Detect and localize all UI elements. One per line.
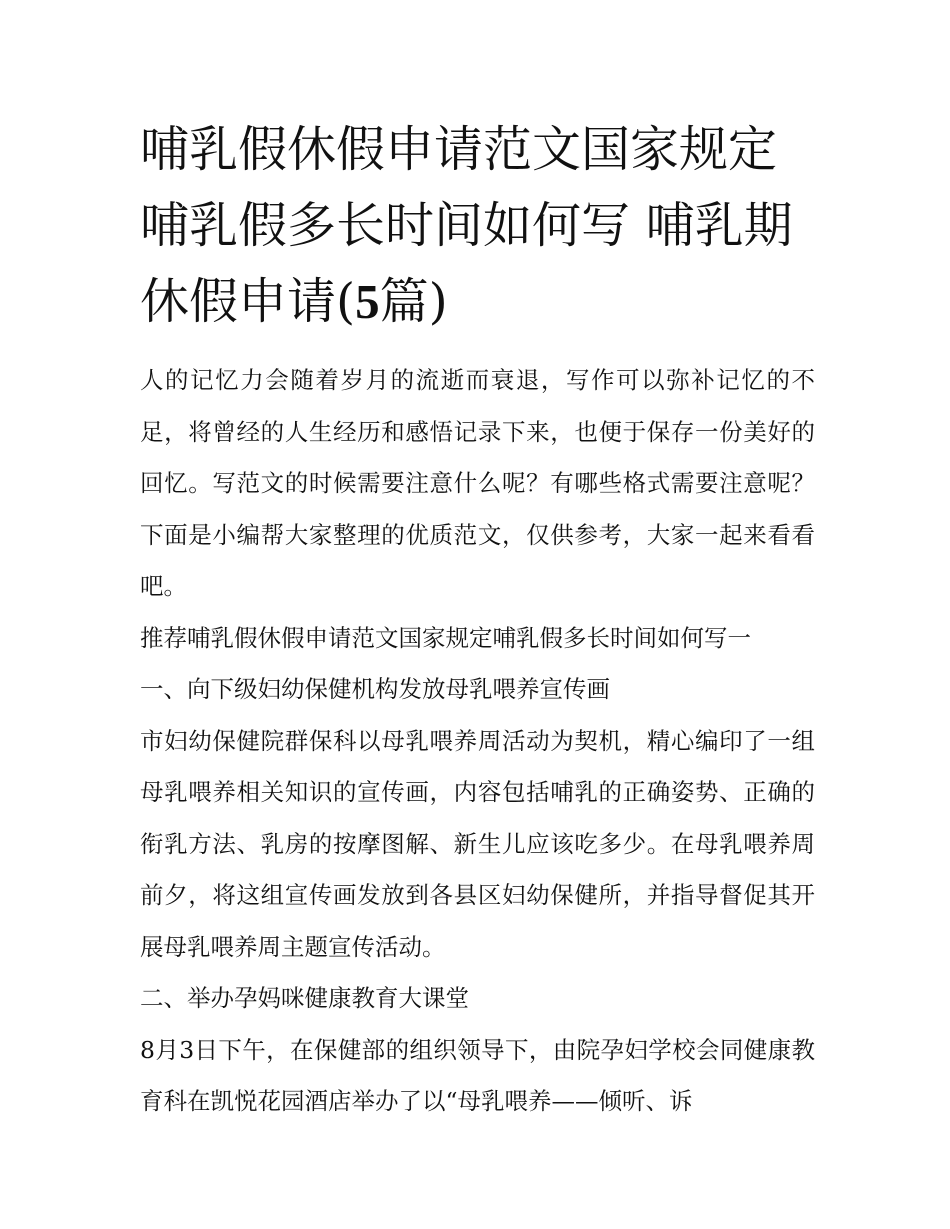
title-line-3-prefix: 休假申请(: [140, 273, 356, 330]
section-2-body: 8月3日下午，在保健部的组织领导下，由院孕妇学校会同健康教育科在凯悦花园酒店举办了以“母乳喂养——倾听、诉: [140, 1035, 815, 1115]
recommend-heading: 推荐哺乳假休假申请范文国家规定哺乳假多长时间如何写一: [140, 623, 751, 652]
intro-paragraph: 人的记忆力会随着岁月的流逝而衰退，写作可以弥补记忆的不足，将曾经的人生经历和感悟记录下来，也便于保存一份美好的回忆。写范文的时候需要注意什么呢？有哪些格式需要注意呢？下面是小编帮大家整理的优质范文，仅供参考，大家一起来看看吧。: [140, 366, 815, 600]
title-line-3-number: 5: [355, 274, 380, 329]
title-line-1: 哺乳假休假申请范文国家规定: [140, 121, 778, 178]
title-line-2: 哺乳假多长时间如何写 哺乳期: [140, 197, 793, 254]
title-line-3-suffix: 篇): [379, 273, 448, 330]
section-1-body: 市妇幼保健院群保科以母乳喂养周活动为契机，精心编印了一组母乳喂养相关知识的宣传画，内容包括哺乳的正确姿势、正确的衔乳方法、乳房的按摩图解、新生儿应该吃多少。在母乳喂养周前夕，将这组宣传画发放到各县区妇幼保健所，并指导督促其开展母乳喂养周主题宣传活动。: [140, 726, 815, 961]
document-content: [140, 112, 815, 1128]
section-1-heading: 一、向下级妇幼保健机构发放母乳喂养宣传画: [140, 675, 610, 703]
document-title: [140, 112, 820, 340]
section-2-heading: 二、举办孕妈咪健康教育大课堂: [140, 984, 469, 1012]
